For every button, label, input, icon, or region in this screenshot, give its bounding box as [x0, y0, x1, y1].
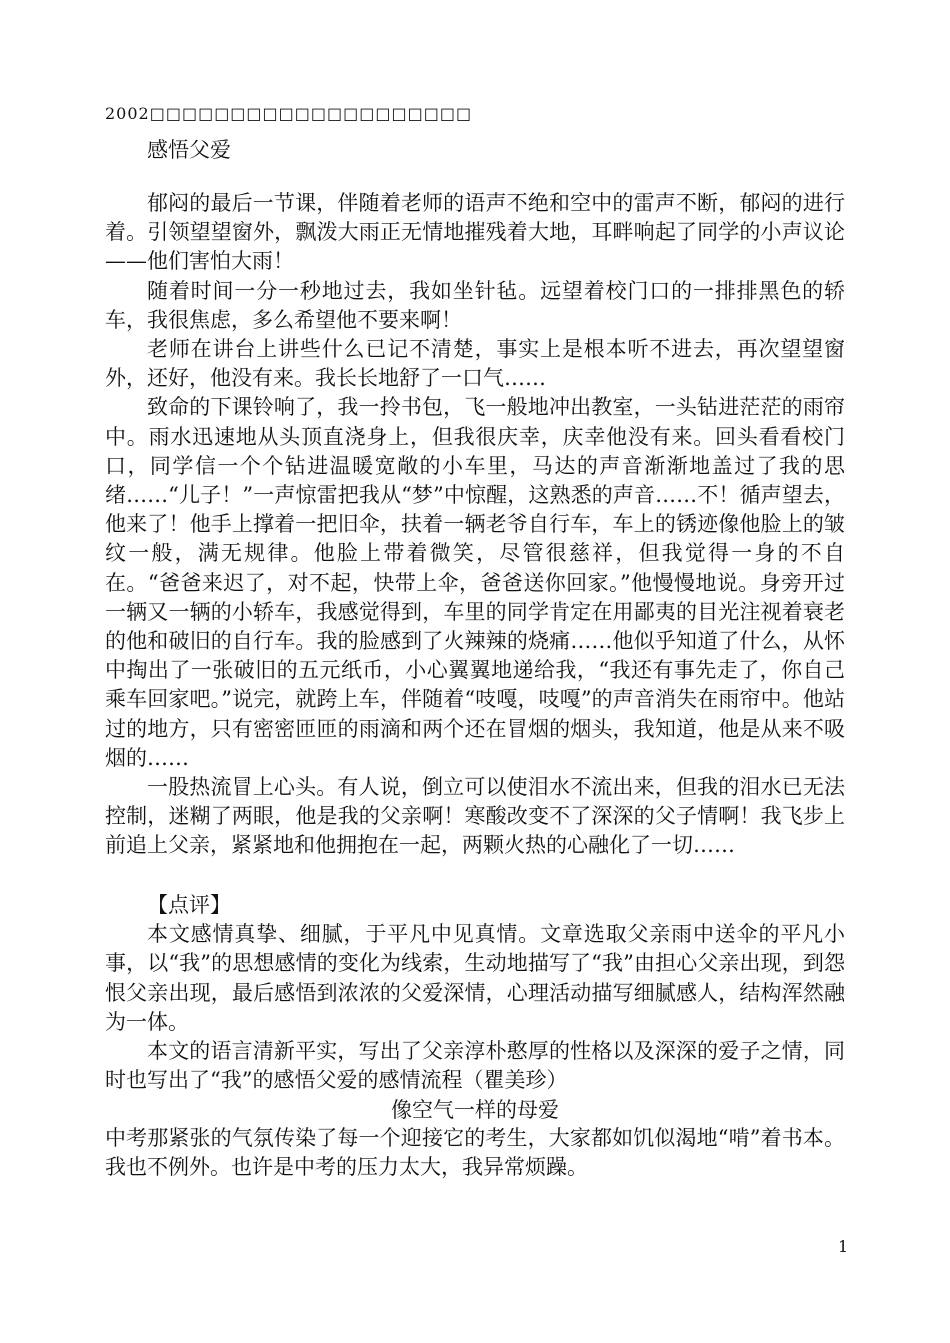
essay-body	[105, 189, 845, 861]
page-number: 1	[838, 1237, 849, 1256]
essay-paragraph: 郁闷的最后一节课，伴随着老师的语声不绝和空中的雷声不断，郁闷的进行着。引领望望窗外，飘泼大雨正无情地摧残着大地，耳畔响起了同学的小声议论——他们害怕大雨！	[105, 191, 845, 274]
essay-title: 感悟父爱	[147, 138, 231, 162]
article2-paragraph: 中考那紧张的气氛传染了每一个迎接它的考生，大家都如饥似渴地“啃”着书本。我也不例外。也许是中考的压力太大，我异常烦躁。	[105, 1126, 845, 1180]
review-paragraph: 本文的语言清新平实，写出了父亲淳朴憨厚的性格以及深深的爱子之情，同时也写出了“我”的感悟父爱的感情流程（瞿美珍）	[105, 1039, 845, 1093]
review-label: 【点评】	[147, 893, 231, 917]
article2-body	[105, 1124, 845, 1182]
review-paragraph: 本文感情真挚、细腻，于平凡中见真情。文章选取父亲雨中送伞的平凡小事，以“我”的思想感情的变化为线索，生动地描写了“我”由担心父亲出现，到怨恨父亲出现，最后感悟到浓浓的父爱深情，心理活动描写细腻感人，结构浑然融为一体。	[105, 922, 845, 1034]
essay-paragraph: 随着时间一分一秒地过去，我如坐针毡。远望着校门口的一排排黑色的轿车，我很焦虑，多么希望他不要来啊！	[105, 278, 845, 332]
essay-paragraph: 致命的下课铃响了，我一拎书包，飞一般地冲出教室，一头钻进茫茫的雨帘中。雨水迅速地从头顶直浇身上，但我很庆幸，庆幸他没有来。回头看看校门口，同学信一个个钻进温暖宽敞的小车里，马达的声音渐渐地盖过了我的思绪……“儿子！”一声惊雷把我从“梦”中惊醒，这熟悉的声音……不！循声望去，他来了！他手上撑着一把旧伞，扶着一辆老爷自行车，车上的锈迹像他脸上的皱纹一般，满无规律。他脸上带着微笑，尽管很慈祥，但我觉得一身的不自在。“爸爸来迟了，对不起，快带上伞，爸爸送你回家。”他慢慢地说。身旁开过一辆又一辆的小轿车，我感觉得到，车里的同学肯定在用鄙夷的目光注视着衰老的他和破旧的自行车。我的脸感到了火辣辣的烧痛……他似乎知道了什么，从怀中掏出了一张破旧的五元纸币，小心翼翼地递给我，“我还有事先走了，你自己乘车回家吧。”说完，就跨上车，伴随着“吱嘎，吱嘎”的声音消失在雨帘中。他站过的地方，只有密密匝匝的雨滴和两个还在冒烟的烟头，我知道，他是从来不吸烟的……	[105, 395, 845, 770]
essay-paragraph: 老师在讲台上讲些什么已记不清楚，事实上是根本听不进去，再次望望窗外，还好，他没有来。我长长地舒了一口气……	[105, 337, 845, 391]
article2-title: 像空气一样的母爱	[391, 1098, 559, 1122]
review-section	[105, 891, 845, 1095]
essay-paragraph: 一股热流冒上心头。有人说，倒立可以使泪水不流出来，但我的泪水已无法控制，迷糊了两眼，他是我的父亲啊！寒酸改变不了深深的父子情啊！我飞步上前追上父亲，紧紧地和他拥抱在一起，两颗火热的心融化了一切……	[105, 775, 845, 858]
header-line: 2002□□□□□□□□□□□□□□□□□□□□	[105, 104, 473, 123]
